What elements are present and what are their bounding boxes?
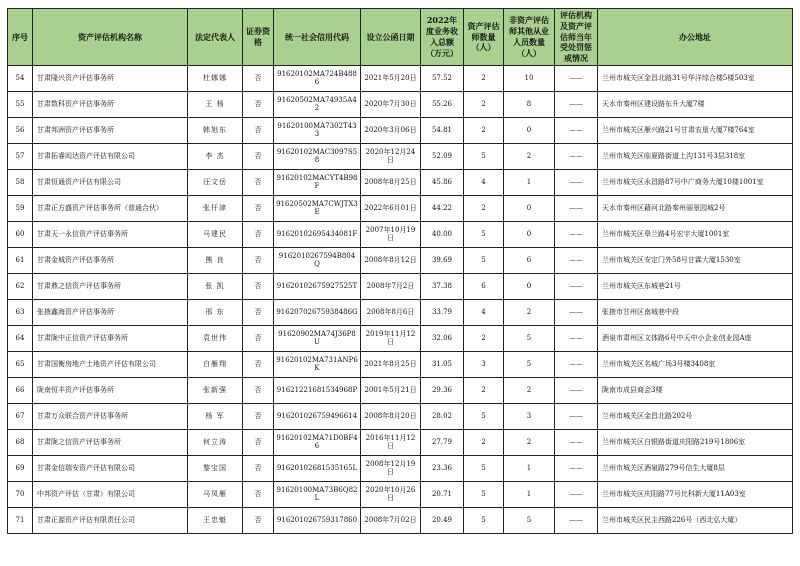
table-cell: 3	[504, 403, 555, 429]
table-cell: 2021年8月25日	[361, 351, 421, 377]
table-cell: 1	[504, 481, 555, 507]
table-cell: 汪文岳	[188, 169, 243, 195]
table-cell: 否	[243, 273, 274, 299]
table-cell: 27.79	[421, 429, 464, 455]
table-cell: 甘肃正方盛资产评估事务所（普通合伙）	[33, 195, 188, 221]
table-cell: 40.00	[421, 221, 464, 247]
table-row	[8, 143, 793, 169]
column-header: 法定代表人	[188, 9, 243, 66]
table-cell: 2	[464, 377, 504, 403]
table-cell: 91620100MA7302T433	[274, 117, 361, 143]
table-row	[8, 455, 793, 481]
table-cell: 2008年8月20日	[361, 403, 421, 429]
table-cell: 45.86	[421, 169, 464, 195]
table-cell: 64	[8, 325, 33, 351]
table-cell: 57	[8, 143, 33, 169]
table-cell: 邢 东	[188, 299, 243, 325]
table-cell: 甘肃数科资产评估事务所	[33, 91, 188, 117]
table-row	[8, 403, 793, 429]
appraisal-institutions-table	[7, 8, 793, 534]
table-cell: 55	[8, 91, 33, 117]
table-cell: 否	[243, 247, 274, 273]
table-row	[8, 325, 793, 351]
table-cell: 2007年10月19日	[361, 221, 421, 247]
table-row	[8, 117, 793, 143]
table-cell: 白雁翔	[188, 351, 243, 377]
table-cell: 2008年12月19日	[361, 455, 421, 481]
table-cell: 2	[464, 65, 504, 91]
table-cell: ——	[555, 117, 598, 143]
table-cell: 59	[8, 195, 33, 221]
table-cell: ——	[555, 377, 598, 403]
table-row	[8, 221, 793, 247]
table-cell: 熊 良	[188, 247, 243, 273]
table-cell: 2008年8月12日	[361, 247, 421, 273]
table-row	[8, 299, 793, 325]
table-cell: 兰州市城关区酒泉路279号信生大厦8层	[598, 455, 793, 481]
table-cell: 56	[8, 117, 33, 143]
table-cell: 否	[243, 481, 274, 507]
table-cell: ——	[555, 507, 598, 533]
table-cell: 甘肃金信瑞安资产评估有限公司	[33, 455, 188, 481]
table-cell: ——	[555, 195, 598, 221]
table-header	[8, 9, 793, 66]
table-cell: 52.09	[421, 143, 464, 169]
table-cell: ——	[555, 221, 598, 247]
table-cell: ——	[555, 403, 598, 429]
table-cell: ——	[555, 247, 598, 273]
table-cell: 9162010267594B804Q	[274, 247, 361, 273]
table-cell: 5	[464, 403, 504, 429]
table-cell: 5	[464, 143, 504, 169]
table-cell: 4	[464, 299, 504, 325]
table-cell: 58	[8, 169, 33, 195]
table-cell: 张掖市甘州区南城巷中段	[598, 299, 793, 325]
table-cell: 张 凯	[188, 273, 243, 299]
table-cell: 0	[504, 117, 555, 143]
table-cell: 否	[243, 91, 274, 117]
table-cell: 31.05	[421, 351, 464, 377]
table-cell: 3	[464, 351, 504, 377]
table-cell: 44.22	[421, 195, 464, 221]
table-cell: 2	[464, 429, 504, 455]
table-cell: 91620902MA74J36P8U	[274, 325, 361, 351]
table-cell: 何立涛	[188, 429, 243, 455]
table-cell: 甘肃邦洲资产评估事务所	[33, 117, 188, 143]
table-cell: 91620102695434081F	[274, 221, 361, 247]
table-cell: 甘肃陇之信资产评估事务所	[33, 429, 188, 455]
table-cell: 2008年8月6日	[361, 299, 421, 325]
table-cell: 55.26	[421, 91, 464, 117]
table-cell: 兰州市城关区民主西路226号（西北弘大厦）	[598, 507, 793, 533]
table-cell: 91620702675938486G	[274, 299, 361, 325]
table-cell: 2	[504, 429, 555, 455]
column-header: 资产评估机构名称	[33, 9, 188, 66]
table-cell: 陇南市成县商会3楼	[598, 377, 793, 403]
table-cell: 否	[243, 325, 274, 351]
table-cell: ——	[555, 325, 598, 351]
table-cell: 5	[464, 221, 504, 247]
table-cell: 甘肃恒通资产评估有限公司	[33, 169, 188, 195]
table-row	[8, 429, 793, 455]
table-cell: ——	[555, 351, 598, 377]
table-cell: 916201026759496614	[274, 403, 361, 429]
table-cell: 91620102MA71D0BF46	[274, 429, 361, 455]
table-cell: 否	[243, 455, 274, 481]
table-row	[8, 195, 793, 221]
table-cell: 91620102MA731ANP6K	[274, 351, 361, 377]
column-header: 证券资格	[243, 9, 274, 66]
table-cell: 1	[504, 455, 555, 481]
table-cell: 2019年11月12日	[361, 325, 421, 351]
table-cell: 20.71	[421, 481, 464, 507]
table-cell: 4	[464, 169, 504, 195]
table-cell: 91620102681535165L	[274, 455, 361, 481]
table-cell: 39.69	[421, 247, 464, 273]
table-cell: ——	[555, 273, 598, 299]
table-cell: 袁世伟	[188, 325, 243, 351]
table-cell: ——	[555, 455, 598, 481]
table-cell: 2008年8月25日	[361, 169, 421, 195]
table-cell: 91621221681534968P	[274, 377, 361, 403]
table-cell: ——	[555, 65, 598, 91]
table-cell: 杜娜娜	[188, 65, 243, 91]
table-cell: 91620100MA73B6Q82L	[274, 481, 361, 507]
table-cell: 28.02	[421, 403, 464, 429]
table-cell: 23.36	[421, 455, 464, 481]
table-cell: 否	[243, 117, 274, 143]
table-cell: 甘肃金城资产评估事务所	[33, 247, 188, 273]
table-cell: 2	[504, 377, 555, 403]
table-cell: 兰州市城关区皋兰路4号宏宇大厦1001室	[598, 221, 793, 247]
table-cell: 91620102MAC3097S58	[274, 143, 361, 169]
table-cell: 否	[243, 377, 274, 403]
table-cell: 陇南恒丰资产评估事务所	[33, 377, 188, 403]
table-cell: 否	[243, 299, 274, 325]
table-cell: 张仟津	[188, 195, 243, 221]
table-cell: 66	[8, 377, 33, 403]
table-cell: 兰州市城关区永昌路87号中广商务大厦10楼1001室	[598, 169, 793, 195]
table-cell: 2	[464, 325, 504, 351]
table-cell: 54.81	[421, 117, 464, 143]
table-cell: ——	[555, 481, 598, 507]
table-cell: 6	[504, 247, 555, 273]
table-cell: ——	[555, 169, 598, 195]
column-header: 办公地址	[598, 9, 793, 66]
table-cell: 54	[8, 65, 33, 91]
table-cell: 60	[8, 221, 33, 247]
column-header: 统一社会信用代码	[274, 9, 361, 66]
table-cell: 6	[464, 273, 504, 299]
table-cell: 甘肃鼎之信资产评估事务所	[33, 273, 188, 299]
table-cell: 张掖鑫海资产评估事务所	[33, 299, 188, 325]
table-cell: 62	[8, 273, 33, 299]
table-cell: 兰州市城关区庆阳路77号比科新大厦11A03室	[598, 481, 793, 507]
table-cell: 91620502MA74935A42	[274, 91, 361, 117]
table-cell: ——	[555, 299, 598, 325]
table-cell: 2008年7月02日	[361, 507, 421, 533]
table-cell: 2	[464, 117, 504, 143]
table-cell: 甘肃国衡房地产土地资产评估有限公司	[33, 351, 188, 377]
table-cell: 甘肃天一永信资产评估事务所	[33, 221, 188, 247]
table-cell: 2001年5月21日	[361, 377, 421, 403]
table-cell: 兰州市城关区临夏路街道上沟131号3层318室	[598, 143, 793, 169]
table-cell: 否	[243, 507, 274, 533]
table-cell: 黎宝国	[188, 455, 243, 481]
table-cell: 5	[464, 455, 504, 481]
table-cell: 否	[243, 65, 274, 91]
table-cell: 91620102MA724B4886	[274, 65, 361, 91]
table-cell: 2020年7月30日	[361, 91, 421, 117]
table-row	[8, 169, 793, 195]
table-cell: 8	[504, 91, 555, 117]
table-row	[8, 91, 793, 117]
table-cell: 杨 军	[188, 403, 243, 429]
table-row	[8, 481, 793, 507]
table-cell: 91620502MA7CWJTX3E	[274, 195, 361, 221]
table-cell: 马建民	[188, 221, 243, 247]
table-cell: 5	[464, 247, 504, 273]
table-cell: 0	[504, 221, 555, 247]
table-cell: 2022年6月01日	[361, 195, 421, 221]
table-cell: 否	[243, 221, 274, 247]
table-row	[8, 507, 793, 533]
table-cell: 酒泉市肃州区文体路6号中天中小企业创业园A座	[598, 325, 793, 351]
table-cell: 否	[243, 195, 274, 221]
table-cell: 5	[504, 351, 555, 377]
table-cell: 10	[504, 65, 555, 91]
table-cell: 兰州市城关区金昌北路31号华洋综合楼5楼503室	[598, 65, 793, 91]
table-cell: 29.36	[421, 377, 464, 403]
table-cell: 张新强	[188, 377, 243, 403]
table-cell: 2020年12月24日	[361, 143, 421, 169]
table-cell: 916201026759317860	[274, 507, 361, 533]
table-cell: 5	[464, 481, 504, 507]
table-cell: 2020年10月26日	[361, 481, 421, 507]
table-cell: 0	[504, 195, 555, 221]
table-cell: 2016年11月12日	[361, 429, 421, 455]
table-cell: 甘肃拓睿闳达资产评估有限公司	[33, 143, 188, 169]
column-header: 2022年度业务收入总额（万元）	[421, 9, 464, 66]
table-cell: 2	[504, 299, 555, 325]
table-cell: 甘肃隆兴资产评估事务所	[33, 65, 188, 91]
table-cell: 65	[8, 351, 33, 377]
table-cell: ——	[555, 91, 598, 117]
table-cell: 32.06	[421, 325, 464, 351]
table-cell: 57.52	[421, 65, 464, 91]
table-cell: 63	[8, 299, 33, 325]
table-cell: 67	[8, 403, 33, 429]
table-cell: 中邦资产评估（甘肃）有限公司	[33, 481, 188, 507]
column-header: 非资产评估师其他从业人员数量（人）	[504, 9, 555, 66]
table-cell: 5	[504, 507, 555, 533]
table-cell: 否	[243, 429, 274, 455]
table-cell: 否	[243, 351, 274, 377]
table-cell: 33.79	[421, 299, 464, 325]
table-cell: 69	[8, 455, 33, 481]
table-cell: 2	[464, 195, 504, 221]
table-cell: 2008年7月2日	[361, 273, 421, 299]
table-cell: 否	[243, 169, 274, 195]
table-cell: 5	[464, 507, 504, 533]
column-header: 设立公函日期	[361, 9, 421, 66]
table-cell: 61	[8, 247, 33, 273]
column-header: 评估机构及资产评估师当年受处罚惩戒情况	[555, 9, 598, 66]
table-body	[8, 65, 793, 533]
table-cell: 兰州市城关区金昌北路202号	[598, 403, 793, 429]
table-row	[8, 351, 793, 377]
table-cell: 1	[504, 169, 555, 195]
table-cell: 否	[243, 403, 274, 429]
table-cell: 0	[504, 273, 555, 299]
column-header: 资产评估师数量（人）	[464, 9, 504, 66]
table-cell: 甘肃万众联合资产评估事务所	[33, 403, 188, 429]
table-cell: 马凤雁	[188, 481, 243, 507]
table-cell: 70	[8, 481, 33, 507]
table-cell: 韩旭东	[188, 117, 243, 143]
table-row	[8, 273, 793, 299]
column-header: 序号	[8, 9, 33, 66]
table-cell: 兰州市城关区白银路街道庆阳路219号1806室	[598, 429, 793, 455]
table-cell: 否	[243, 143, 274, 169]
table-cell: 2020年3月06日	[361, 117, 421, 143]
table-cell: 兰州市城关区东城巷21号	[598, 273, 793, 299]
table-cell: 2	[464, 91, 504, 117]
table-cell: 李 杰	[188, 143, 243, 169]
table-row	[8, 247, 793, 273]
header-row	[8, 9, 793, 66]
table-cell: 王 杨	[188, 91, 243, 117]
table-cell: 2021年5月20日	[361, 65, 421, 91]
table-row	[8, 377, 793, 403]
table-cell: ——	[555, 429, 598, 455]
table-cell: 5	[504, 325, 555, 351]
table-row	[8, 65, 793, 91]
table-cell: 20.49	[421, 507, 464, 533]
table-cell: 68	[8, 429, 33, 455]
table-cell: 甘肃陇中正信资产评估事务所	[33, 325, 188, 351]
table-cell: 兰州市城关区安定门外58号甘霖大厦1530室	[598, 247, 793, 273]
table-cell: 兰州市城关区名城广场3号楼3408室	[598, 351, 793, 377]
table-cell: 37.38	[421, 273, 464, 299]
table-cell: 71	[8, 507, 33, 533]
table-cell: 91620102MACYT4B98F	[274, 169, 361, 195]
table-cell: 天水市秦州区建设路东升大厦7楼	[598, 91, 793, 117]
table-cell: 天水市秦州区藉河北路秦州丽景园城2号	[598, 195, 793, 221]
table-cell: 甘肃正源资产评估有限责任公司	[33, 507, 188, 533]
table-cell: 91620102675927525T	[274, 273, 361, 299]
table-cell: ——	[555, 143, 598, 169]
table-cell: 兰州市城关区雁兴路21号甘肃农垦大厦7楼764室	[598, 117, 793, 143]
table-cell: 王忠魁	[188, 507, 243, 533]
table-cell: 2	[504, 143, 555, 169]
